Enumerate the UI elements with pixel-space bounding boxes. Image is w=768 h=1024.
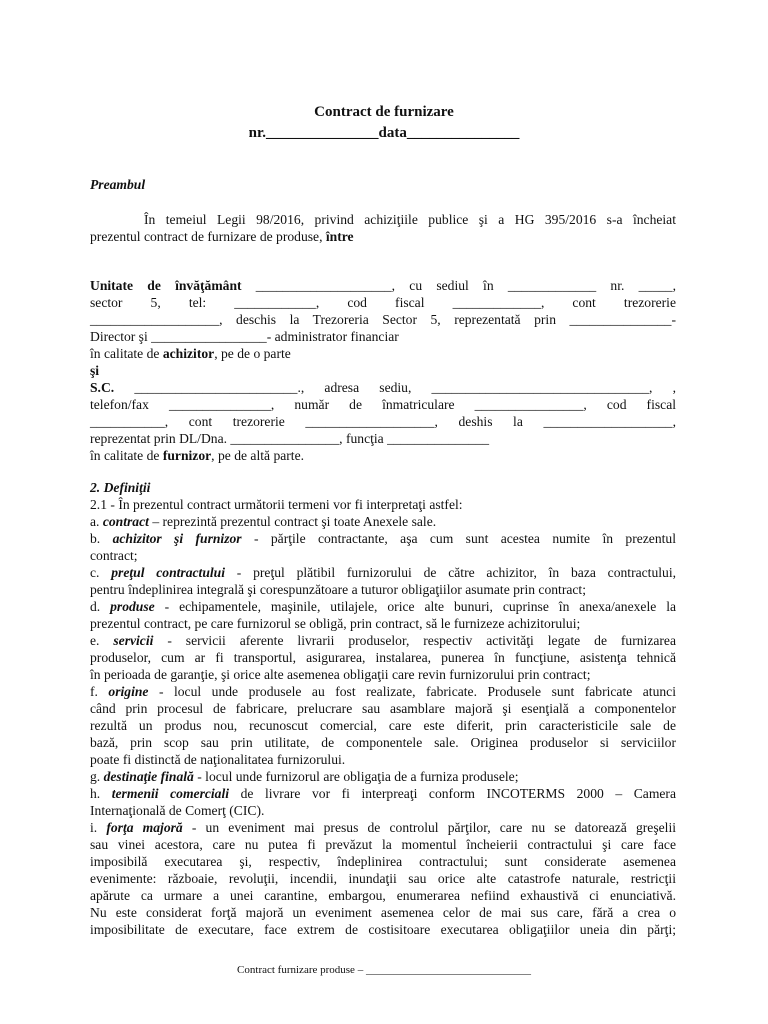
definitions-heading: 2. Definiţii: [90, 480, 151, 495]
definition-b-line-2: contract;: [90, 548, 138, 563]
acquirer-line-3: ___________________, deschis la Trezoreria Sector 5, reprezentată prin _______________-: [90, 312, 676, 327]
definition-f: f. origine - locul unde produsele au fost realizate, fabricate. Produsele sunt fabricate atunci: [90, 684, 676, 699]
supplier-line-4: reprezentat prin DL/Dna. ________________, funcţia _______________: [90, 431, 490, 446]
preamble-line-2: prezentul contract de furnizare de produse, între: [90, 229, 354, 244]
preamble-heading: Preambul: [90, 177, 146, 192]
acquirer-line-2: sector 5, tel: ____________, cod fiscal _____________, cont trezorerie: [90, 295, 676, 310]
definitions-intro: 2.1 - În prezentul contract următorii termeni vor fi interpretaţi astfel:: [90, 497, 463, 512]
page-footer: Contract furnizare produse – ______________________________: [237, 964, 531, 976]
supplier-line-2: telefon/fax _______________, număr de înmatriculare ________________, cod fiscal: [90, 397, 676, 412]
document-title: Contract de furnizare: [314, 104, 454, 120]
definition-i-line-3: imposibilă executarea şi, respectiv, îndeplinirea contractului; sunt considerate asemenea: [90, 854, 676, 869]
definition-d: d. produse - echipamentele, maşinile, utilajele, orice alte bunuri, cuprinse în anexa/anexele la: [90, 599, 677, 614]
definition-e-line-2: produselor, cum ar fi transportul, asigurarea, instalarea, punerea în funcţiune, asistenţa tehnică: [90, 650, 676, 665]
definition-c: c. preţul contractului - preţul plătibil furnizorului de către achizitor, în baza contractului,: [90, 565, 676, 580]
definition-i-line-7: imposibilitate de executare, face extrem de costisitoare executarea obligaţiilor uneia din părţi;: [90, 922, 676, 937]
supplier-line-1: S.C. ________________________., adresa sediu, ________________________________, ,: [90, 380, 676, 395]
definition-g: g. destinaţie finală - locul unde furnizorul are obligaţia de a furniza produsele;: [90, 769, 519, 784]
definition-i: i. forţa majoră - un eveniment mai presus de controlul părţilor, care nu se datorează greşelii: [90, 820, 676, 835]
acquirer-role: în calitate de achizitor, pe de o parte: [90, 346, 291, 361]
definition-b: b. achizitor şi furnizor - părţile contractante, aşa cum sunt acestea numite în prezentul: [90, 531, 676, 546]
definition-i-line-2: sau vinei acestora, care nu putea fi prevăzut la momentul încheierii contractului şi care face: [90, 837, 676, 852]
definition-f-line-3: rezultă un produs nou, recunoscut comercial, care este diferit, prin caracteristicile sale de: [90, 718, 676, 733]
definition-h: h. termenii comerciali de livrare vor fi interpreaţi conform INCOTERMS 2000 – Camera: [90, 786, 676, 801]
definition-i-line-5: apărute ca urmare a unei carantine, embargou, enumerarea nefiind exhaustivă ci enunciativă.: [90, 888, 676, 903]
supplier-role: în calitate de furnizor, pe de altă parte.: [90, 448, 305, 463]
definition-f-line-4: bază, prin scop sau prin utilitate, de componentele sale. Originea produselor si serviciilor: [90, 735, 676, 750]
acquirer-line-1: Unitate de învăţământ ____________________, cu sediul în _____________ nr. _____,: [90, 278, 676, 293]
definition-h-line-2: Internaţională de Comerţ (CIC).: [90, 803, 265, 818]
definition-e: e. servicii - servicii aferente livrarii produselor, respectiv activităţi legate de furnizarea: [90, 633, 676, 648]
definition-i-line-4: evenimente: războaie, revoluţii, incendii, inundaţii sau orice alte catastrofe naturale, restricţii: [90, 871, 676, 886]
acquirer-line-4: Director şi _________________- administrator financiar: [90, 329, 399, 344]
definition-e-line-3: în perioada de garanţie, şi orice alte asemenea obligaţii care revin furnizorului prin contract;: [90, 667, 591, 682]
definition-f-line-2: când prin procesul de fabricare, prelucrare sau asamblare majoră şi esenţială a componentelor: [90, 701, 676, 716]
supplier-line-3: ___________, cont trezorerie ___________________, deshis la ___________________,: [90, 414, 676, 429]
preamble-line-1: În temeiul Legii 98/2016, privind achiziţiile publice şi a HG 395/2016 s-a încheiat: [144, 212, 676, 227]
definition-i-line-6: Nu este considerat forţă majoră un eveniment asemenea celor de mai sus care, fără a crea o: [90, 905, 676, 920]
contract-number-date: nr._______________data_______________: [248, 125, 520, 141]
definition-f-line-5: poate fi distinctă de naţionalitatea furnizorului.: [90, 752, 346, 767]
definition-c-line-2: pentru îndeplinirea integrală şi corespunzătoare a tuturor obligaţiilor asumate prin contract;: [90, 582, 586, 597]
definition-d-line-2: prezentul contract, pe care furnizorul se obligă, prin contract, să le furnizeze achizitorului;: [90, 616, 581, 631]
and-connector: şi: [90, 363, 100, 378]
definition-a: a. contract – reprezintă prezentul contract şi toate Anexele sale.: [90, 514, 437, 529]
